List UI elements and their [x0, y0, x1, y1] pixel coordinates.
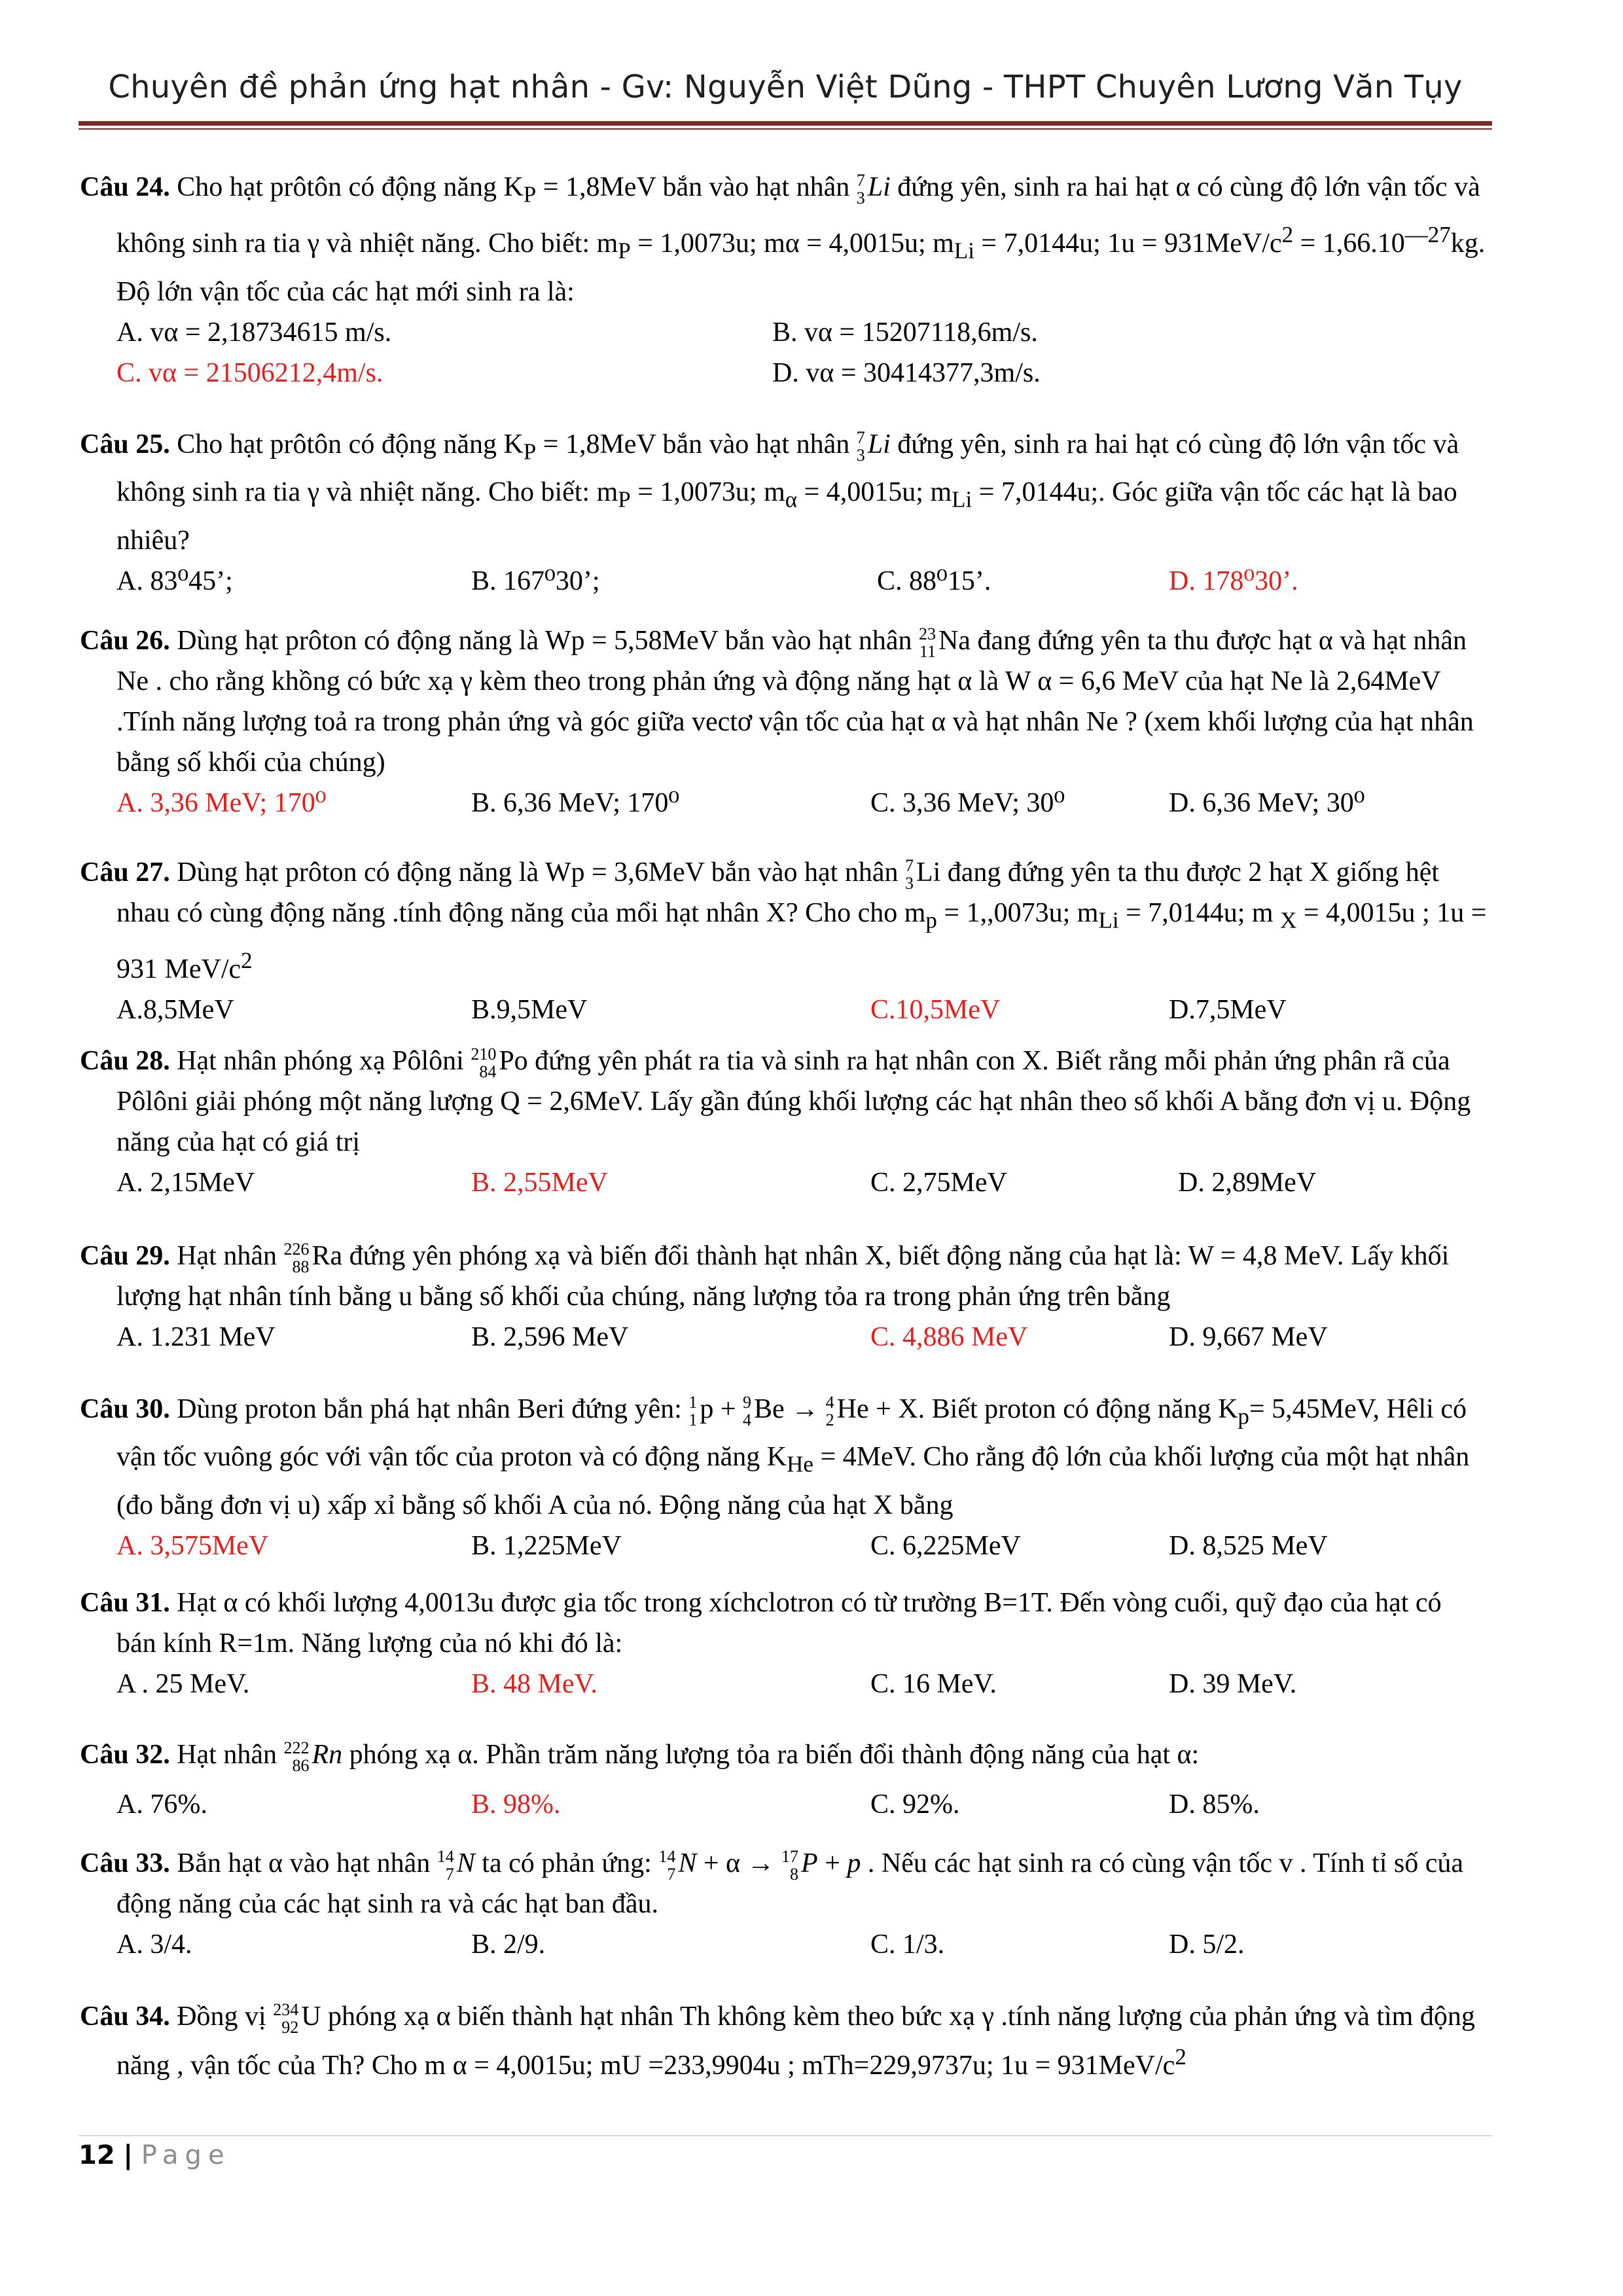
option-d: D. 6,36 MeV; 30⁰ — [1169, 788, 1365, 818]
question-30-options — [116, 1526, 1487, 1566]
option-c: C. 2,75MeV — [870, 1168, 1007, 1198]
question-32 — [80, 1734, 1487, 1825]
option-b: B. vα = 15207118,6m/s. — [772, 317, 1038, 348]
question-31 — [80, 1583, 1487, 1704]
option-b-correct: B. 98%. — [471, 1789, 561, 1820]
question-24-options — [116, 312, 1487, 353]
option-c: C. 92%. — [870, 1789, 960, 1820]
page-footer — [79, 2140, 231, 2170]
page-header-title: Chuyên đề phản ứng hạt nhân - Gv: Nguyễn Việt Dũng - THPT Chuyên Lương Văn Tụy — [108, 69, 1463, 105]
footer-separator: | — [123, 2140, 133, 2170]
option-a: A.8,5MeV — [116, 995, 234, 1026]
header-rule-thick — [79, 121, 1492, 126]
option-d: D. 39 MeV. — [1169, 1669, 1297, 1699]
question-31-options — [116, 1664, 1487, 1704]
question-24 — [80, 167, 1487, 393]
option-c: C. 6,225MeV — [870, 1530, 1021, 1561]
footer-rule — [79, 2135, 1492, 2136]
option-c-correct: C. 4,886 MeV — [870, 1322, 1028, 1352]
option-a: A. 83⁰45’; — [116, 565, 233, 596]
question-24-options-row2 — [116, 353, 1487, 393]
option-c: C. 3,36 MeV; 30⁰ — [870, 788, 1065, 818]
option-b: B. 167⁰30’; — [471, 565, 600, 596]
option-c-correct: C.10,5MeV — [870, 995, 1001, 1026]
question-25-stem: Câu 25. Cho hạt prôtôn có động năng $K_P = 1,8MeV$ bắn vào hạt nhân 7 3 Li đứng yên, sinh ra hai hạt có cùng độ lớn vận tốc và không sinh ra tia γ và nhiệt năng. Cho biết: $m_P = 1,0073u$; $m_\alpha = 4,0015u$; $m_{Li} = 7,0144u$;. Góc giữa vận tốc các hạt là bao nhiêu? — [80, 428, 1459, 556]
option-c: C. 1/3. — [870, 1929, 945, 1960]
header-rule-thin — [79, 128, 1492, 130]
question-25-options — [116, 561, 1487, 601]
option-b-correct: B. 48 MeV. — [471, 1669, 597, 1699]
question-31-stem: Câu 31. Hạt α có khối lượng 4,0013u được gia tốc trong xíchclotron có từ trường B=1T. Đến vòng cuối, quỹ đạo của hạt có bán kính R=1m. Năng lượng của nó khi đó là: — [80, 1588, 1442, 1659]
option-d-correct: D. 178⁰30’. — [1169, 565, 1298, 596]
option-a-correct: A. 3,36 MeV; 170⁰ — [116, 788, 327, 818]
page-word: Page — [141, 2140, 231, 2170]
question-27 — [80, 852, 1487, 1030]
option-a: A. 2,15MeV — [116, 1168, 255, 1198]
option-b: B. 6,36 MeV; 170⁰ — [471, 788, 680, 818]
question-30 — [80, 1389, 1487, 1566]
question-26-stem: Câu 26. Dùng hạt prôton có động năng là Wp = 5,58MeV bắn vào hạt nhân 23 11 Na đang đứng yên ta thu được hạt α và hạt nhân Ne . cho rằng khồng có bức xạ γ kèm theo trong phản ứng và động năng hạt α là W α = 6,6 MeV của hạt Ne là 2,64MeV .Tính năng lượng toả ra trong phản ứng và góc giữa vectơ vận tốc của hạt α và hạt nhân Ne ? (xem khối lượng của hạt nhân bằng số khối của chúng) — [80, 624, 1474, 778]
option-b: B. 2,596 MeV — [471, 1322, 629, 1352]
option-d: D. vα = 30414377,3m/s. — [772, 357, 1041, 388]
question-25 — [80, 424, 1487, 601]
question-29-options — [116, 1317, 1487, 1357]
question-28 — [80, 1041, 1487, 1203]
option-a: A. 76%. — [116, 1789, 207, 1820]
question-27-options — [116, 990, 1487, 1030]
option-a: A. vα = 2,18734615 m/s. — [116, 317, 392, 348]
question-32-options — [116, 1784, 1487, 1825]
question-33-options — [116, 1924, 1487, 1965]
option-d: D. 85%. — [1169, 1789, 1260, 1820]
option-d: D. 9,667 MeV — [1169, 1322, 1328, 1352]
option-d: D.7,5MeV — [1169, 995, 1287, 1026]
question-28-stem: Câu 28. Hạt nhân phóng xạ Pôlôni 210 84 Po đứng yên phát ra tia và sinh ra hạt nhân con X. Biết rằng mỗi phản ứng phân rã của Pôlôni giải phóng một năng lượng Q = 2,6MeV. Lấy gần đúng khối lượng các hạt nhân theo số khối A bằng đơn vị u. Động năng của hạt có giá trị — [80, 1045, 1471, 1157]
question-27-stem: Câu 27. Dùng hạt prôton có động năng là Wp = 3,6MeV bắn vào hạt nhân 7 3 Li đang đứng yên ta thu được 2 hạt X giống hệt nhau có cùng động năng .tính động năng của mổi hạt nhân X? Cho cho $m_p = 1,,0073u$; $m_{Li} = 7,0144u$; m $_X$ = 4,0015u ; 1u = 931 MeV/$c^2$ — [80, 856, 1487, 985]
option-c: C. 16 MeV. — [870, 1669, 997, 1699]
option-c-correct: C. vα = 21506212,4m/s. — [116, 357, 383, 388]
option-d: D. 5/2. — [1169, 1929, 1245, 1960]
question-26 — [80, 620, 1487, 823]
option-d: D. 2,89MeV — [1178, 1168, 1317, 1198]
option-a: A. 3/4. — [116, 1929, 192, 1960]
question-29-stem: Câu 29. Hạt nhân 226 88 Ra đứng yên phóng xạ và biến đổi thành hạt nhân X, biết động năng của hạt là: W = 4,8 MeV. Lấy khối lượng hạt nhân tính bằng u bằng số khối của chúng, năng lượng tỏa ra trong phản ứng trên bằng — [80, 1240, 1450, 1312]
question-34 — [80, 1996, 1487, 2086]
question-29 — [80, 1236, 1487, 1357]
option-a: A . 25 MeV. — [116, 1669, 250, 1699]
option-d: D. 8,525 MeV — [1169, 1530, 1328, 1561]
option-b-correct: B. 2,55MeV — [471, 1168, 608, 1198]
option-b: B.9,5MeV — [471, 995, 588, 1026]
question-33 — [80, 1843, 1487, 1965]
question-24-stem: Câu 24. Cho hạt prôtôn có động năng $K_P = 1,8MeV$ bắn vào hạt nhân 7 3 Li đứng yên, sinh ra hai hạt α có cùng độ lớn vận tốc và không sinh ra tia γ và nhiệt năng. Cho biết: $m_P = 1,0073u$; mα = 4,0015u; $m_{Li} = 7,0144u$; $1u = 931MeV/c^2 = 1,66.10^{—27}kg$. Độ lớn vận tốc của các hạt mới sinh ra là: — [80, 171, 1486, 307]
question-30-stem: Câu 30. Dùng proton bắn phá hạt nhân Beri đứng yên: 1 1 p + 9 4 Be → 4 2 He + X. Biết proton có động năng $K_p= 5,45MeV$, Hêli có vận tốc vuông góc với vận tốc của proton và có động năng $K_{He} = 4MeV$. Cho rằng độ lớn của khối lượng của một hạt nhân (đo bằng đơn vị u) xấp xỉ bằng số khối A của nó. Động năng của hạt X bằng — [80, 1393, 1470, 1520]
question-33-stem: Câu 33. Bắn hạt α vào hạt nhân 14 7 N ta có phản ứng: 14 7 N + α → 17 8 P + p . Nếu các hạt sinh ra có cùng vận tốc v . Tính tỉ số của động năng của các hạt sinh ra và các hạt ban đầu. — [80, 1847, 1464, 1919]
page-number: 12 — [79, 2140, 115, 2170]
option-b: B. 2/9. — [471, 1929, 546, 1960]
option-c: C. 88⁰15’. — [877, 565, 991, 596]
question-34-stem: Câu 34. Đồng vị 234 92 U phóng xạ α biến thành hạt nhân Th không kèm theo bức xạ γ .tính năng lượng của phản ứng và tìm động năng , vận tốc của Th? Cho m α = 4,0015u; mU =233,9904u ; mTh=229,9737u; $1u = 931MeV/c^2$ — [80, 2000, 1475, 2081]
question-26-options — [116, 783, 1487, 823]
option-a-correct: A. 3,575MeV — [116, 1530, 269, 1561]
option-a: A. 1.231 MeV — [116, 1322, 276, 1352]
question-32-stem: Câu 32. Hạt nhân 222 86 Rn phóng xạ α. Phần trăm năng lượng tỏa ra biến đổi thành động năng của hạt α: — [80, 1738, 1200, 1776]
question-28-options — [116, 1162, 1487, 1203]
option-b: B. 1,225MeV — [471, 1530, 622, 1561]
